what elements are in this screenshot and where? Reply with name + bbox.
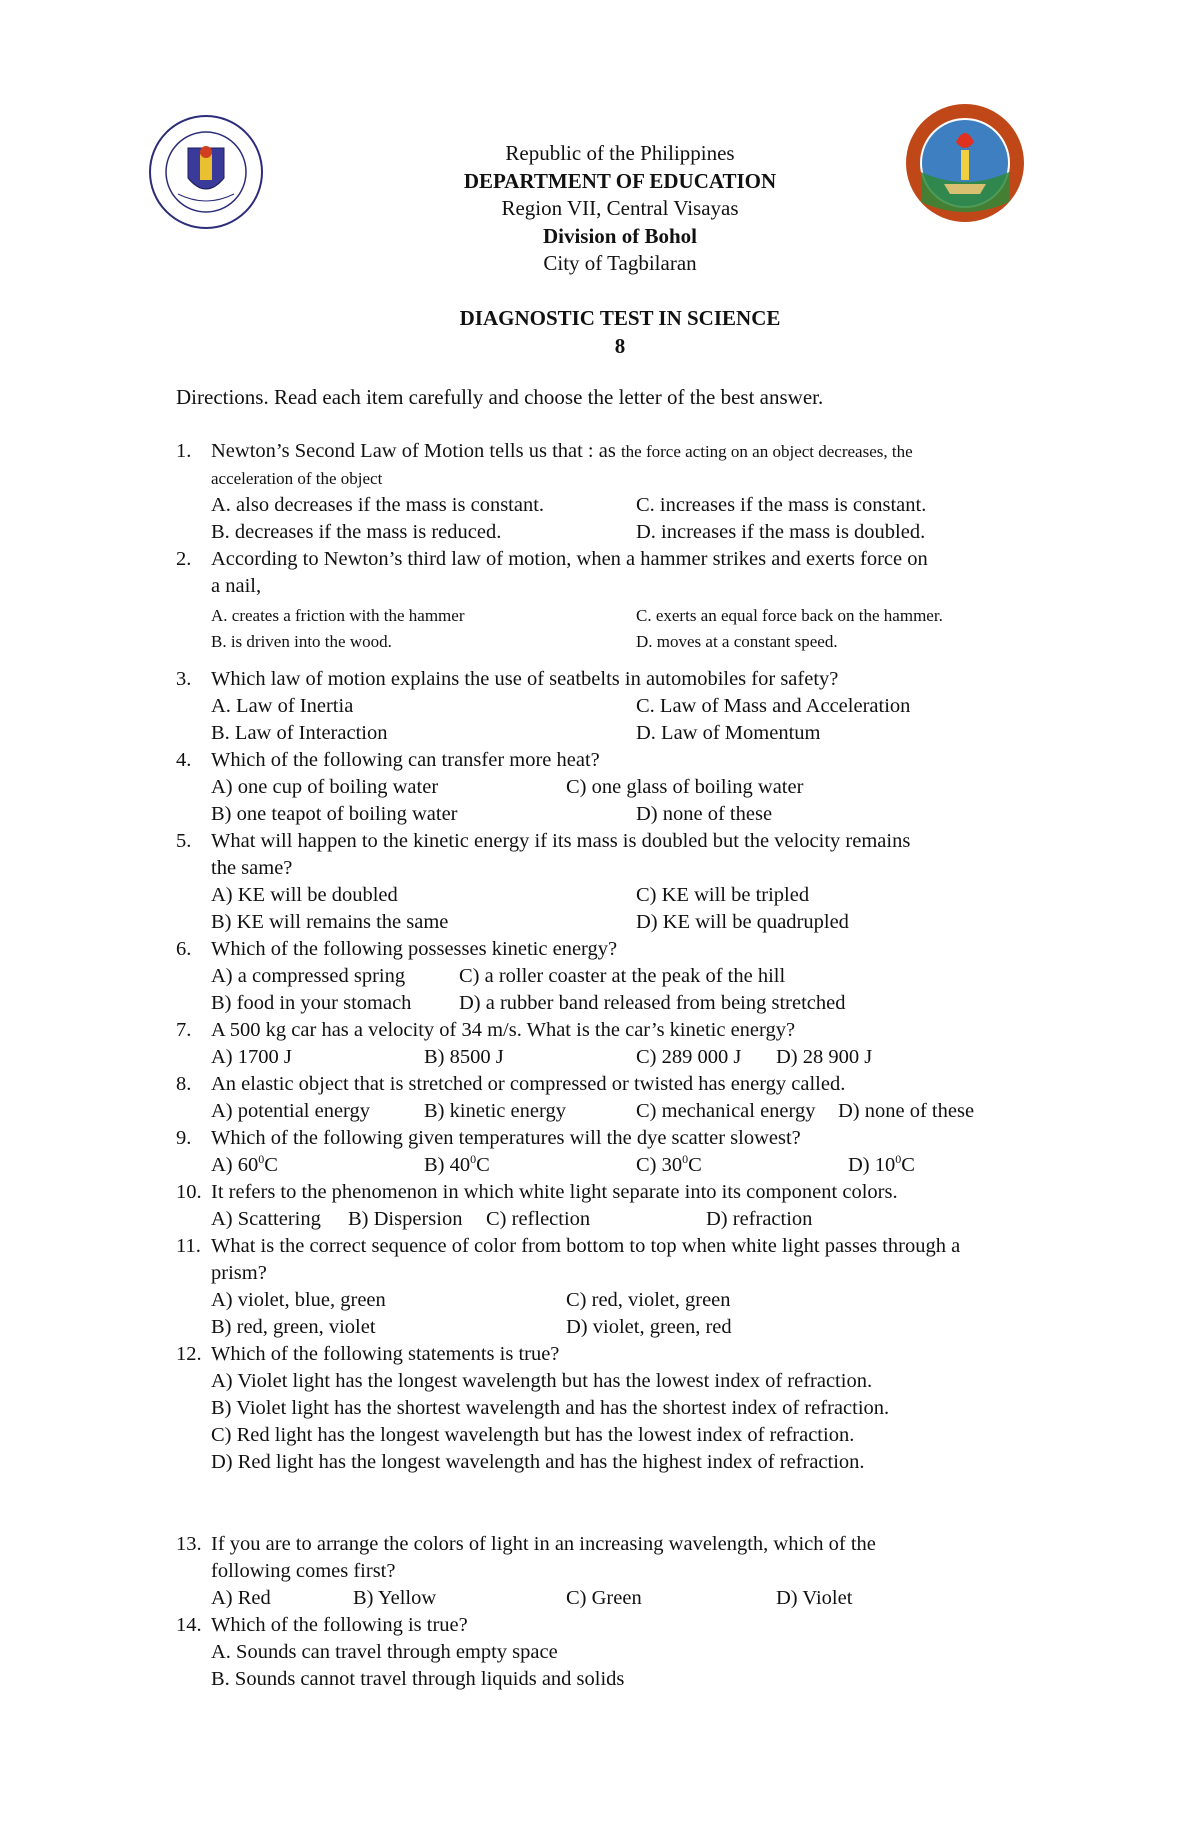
option-d[interactable]: D) none of these [838,1100,975,1122]
question-number: 6. [176,938,192,960]
unit-label: C [688,1154,702,1176]
option-d[interactable]: D) Red light has the longest wavelength and has the highest index of refraction. [211,1451,865,1473]
question-11 [176,1233,1076,1287]
header-region: Region VII, Central Visayas [501,196,739,220]
question-6 [176,936,1076,963]
option-d[interactable] [848,1152,915,1179]
option-b[interactable]: B. decreases if the mass is reduced. [211,521,502,543]
options-12 [176,1368,1076,1476]
unit-label: C [264,1154,278,1176]
option-b[interactable] [424,1152,490,1179]
option-c[interactable]: C) mechanical energy [636,1100,816,1122]
question-text: According to Newton’s third law of motion, when a hammer strikes and exerts force on [211,548,928,570]
option-a[interactable]: A) 1700 J [211,1046,292,1068]
question-3 [176,666,1076,693]
option-c-value: C) 30 [636,1154,683,1176]
header-republic: Republic of the Philippines [505,141,735,165]
question-number: 14. [176,1614,202,1636]
option-a[interactable] [211,1152,278,1179]
title-grade: 8 [614,334,626,358]
letterhead [0,140,1200,278]
header-department: DEPARTMENT OF EDUCATION [463,168,777,193]
option-c[interactable]: C. exerts an equal force back on the hammer. [636,606,943,625]
option-c[interactable]: C) a roller coaster at the peak of the hill [459,965,786,987]
title-text: DIAGNOSTIC TEST IN SCIENCE [459,306,781,330]
option-d[interactable]: D) Violet [776,1587,853,1609]
question-9 [176,1125,1076,1152]
option-d[interactable]: D) 28 900 J [776,1046,873,1068]
option-d[interactable]: D) none of these [636,803,773,825]
question-text: What will happen to the kinetic energy if its mass is doubled but the velocity remains [211,830,911,852]
question-text: Which of the following given temperatures will the dye scatter slowest? [211,1127,801,1149]
options-13 [176,1585,1076,1612]
option-d-value: D) 10 [848,1154,896,1176]
options-5 [176,882,1076,936]
option-b[interactable]: B. Sounds cannot travel through liquids and solids [211,1668,625,1690]
option-b[interactable]: B) 8500 J [424,1046,504,1068]
option-b[interactable]: B) KE will remains the same [211,911,449,933]
option-d[interactable]: D) a rubber band released from being stretched [459,992,846,1014]
option-c[interactable]: C) KE will be tripled [636,884,810,906]
question-13 [176,1531,1076,1585]
spacer [176,1476,1076,1531]
options-1 [176,492,1076,546]
option-c[interactable]: C) one glass of boiling water [566,776,804,798]
degree-mark: 0 [258,1152,265,1167]
question-number: 12. [176,1343,202,1365]
question-5 [176,828,1076,882]
question-12 [176,1341,1076,1368]
option-b[interactable]: B. Law of Interaction [211,722,388,744]
option-a[interactable]: A) KE will be doubled [211,884,398,906]
question-number: 5. [176,830,192,852]
question-text: Which of the following is true? [211,1614,468,1636]
degree-mark: 0 [470,1152,477,1167]
question-text: An elastic object that is stretched or compressed or twisted has energy called. [211,1073,846,1095]
option-a[interactable]: A. also decreases if the mass is constant. [211,494,545,516]
unit-label: C [476,1154,490,1176]
question-8 [176,1071,1076,1098]
option-c[interactable]: C) 289 000 J [636,1046,742,1068]
option-d[interactable]: D) violet, green, red [566,1316,732,1338]
question-text: Which of the following can transfer more heat? [211,749,600,771]
unit-label: C [901,1154,915,1176]
question-text: Which law of motion explains the use of seatbelts in automobiles for safety? [211,668,839,690]
question-text: A 500 kg car has a velocity of 34 m/s. What is the car’s kinetic energy? [211,1019,796,1041]
options-10 [176,1206,1076,1233]
option-b[interactable]: B) Violet light has the shortest wavelength and has the shortest index of refraction. [211,1397,890,1419]
question-number: 13. [176,1533,202,1555]
question-text-line2: the same? [211,857,293,879]
option-a[interactable]: A) one cup of boiling water [211,776,439,798]
question-text: It refers to the phenomenon in which white light separate into its component colors. [211,1181,898,1203]
question-text-line2: acceleration of the object [211,469,383,488]
option-c[interactable]: C) reflection [486,1208,591,1230]
options-9 [176,1152,1076,1179]
option-d[interactable]: D. moves at a constant speed. [636,632,838,651]
option-b[interactable]: B) Yellow [353,1587,437,1609]
option-b[interactable]: B) red, green, violet [211,1316,376,1338]
options-3 [176,693,1076,747]
option-c[interactable]: C) Green [566,1587,642,1609]
option-a[interactable]: A) a compressed spring [211,965,406,987]
question-number: 11. [176,1235,201,1257]
header-division: Division of Bohol [542,223,698,248]
header-city: City of Tagbilaran [543,251,697,275]
option-c[interactable]: C. Law of Mass and Acceleration [636,695,911,717]
options-2 [176,600,1076,654]
option-a[interactable]: A) Red [211,1587,271,1609]
option-c[interactable]: C) red, violet, green [566,1289,731,1311]
question-2 [176,546,1076,600]
option-a-value: A) 60 [211,1154,259,1176]
option-b[interactable]: B) food in your stomach [211,992,412,1014]
option-a[interactable]: A. Law of Inertia [211,695,354,717]
option-c[interactable]: C) Red light has the longest wavelength but has the lowest index of refraction. [211,1424,855,1446]
question-text: Which of the following statements is true? [211,1343,560,1365]
question-text-line2: a nail, [211,575,262,597]
options-8 [176,1098,1076,1125]
degree-mark: 0 [682,1152,689,1167]
option-a[interactable]: A) violet, blue, green [211,1289,386,1311]
question-4 [176,747,1076,774]
option-a[interactable]: A. creates a friction with the hammer [211,606,465,625]
options-14 [176,1639,1076,1693]
question-text: If you are to arrange the colors of light in an increasing wavelength, which of the [211,1533,876,1555]
option-d[interactable]: D) KE will be quadrupled [636,911,849,933]
option-b[interactable]: B) Dispersion [348,1208,463,1230]
options-6 [176,963,1076,1017]
question-number: 3. [176,668,192,690]
question-number: 9. [176,1127,192,1149]
option-d[interactable]: D. increases if the mass is doubled. [636,521,926,543]
question-text-line2: following comes first? [211,1560,396,1582]
question-7 [176,1017,1076,1044]
option-a[interactable]: A) Scattering [211,1208,321,1230]
question-text-cont: the force acting on an object decreases, the [620,442,913,461]
option-b[interactable]: B. is driven into the wood. [211,632,392,651]
question-14 [176,1612,1076,1639]
option-b[interactable]: B) one teapot of boiling water [211,803,458,825]
question-1 [176,438,1076,492]
option-d[interactable]: D. Law of Momentum [636,722,821,744]
options-7 [176,1044,1076,1071]
option-a[interactable]: A) Violet light has the longest wavelength but has the lowest index of refraction. [211,1370,873,1392]
option-a[interactable]: A. Sounds can travel through empty space [211,1641,558,1663]
question-number: 1. [176,440,192,462]
question-text: Which of the following possesses kinetic energy? [211,938,618,960]
option-a[interactable]: A) potential energy [211,1100,371,1122]
directions: Directions. Read each item carefully and choose the letter of the best answer. [176,385,824,409]
question-number: 8. [176,1073,192,1095]
test-title [0,304,1200,360]
question-number: 4. [176,749,192,771]
question-text: Newton’s Second Law of Motion tells us that : as [211,440,621,462]
question-number: 10. [176,1181,202,1203]
spacer [176,654,1076,666]
options-11 [176,1287,1076,1341]
option-b-value: B) 40 [424,1154,471,1176]
question-number: 2. [176,548,192,570]
question-text: What is the correct sequence of color from bottom to top when white light passes through a [211,1235,961,1257]
options-4 [176,774,1076,828]
degree-mark: 0 [895,1152,902,1167]
option-c[interactable] [636,1152,702,1179]
option-c[interactable]: C. increases if the mass is constant. [636,494,927,516]
option-b[interactable]: B) kinetic energy [424,1100,566,1122]
question-10 [176,1179,1076,1206]
question-list [176,438,1076,1693]
question-number: 7. [176,1019,192,1041]
question-text-line2: prism? [211,1262,267,1284]
option-d[interactable]: D) refraction [706,1208,813,1230]
